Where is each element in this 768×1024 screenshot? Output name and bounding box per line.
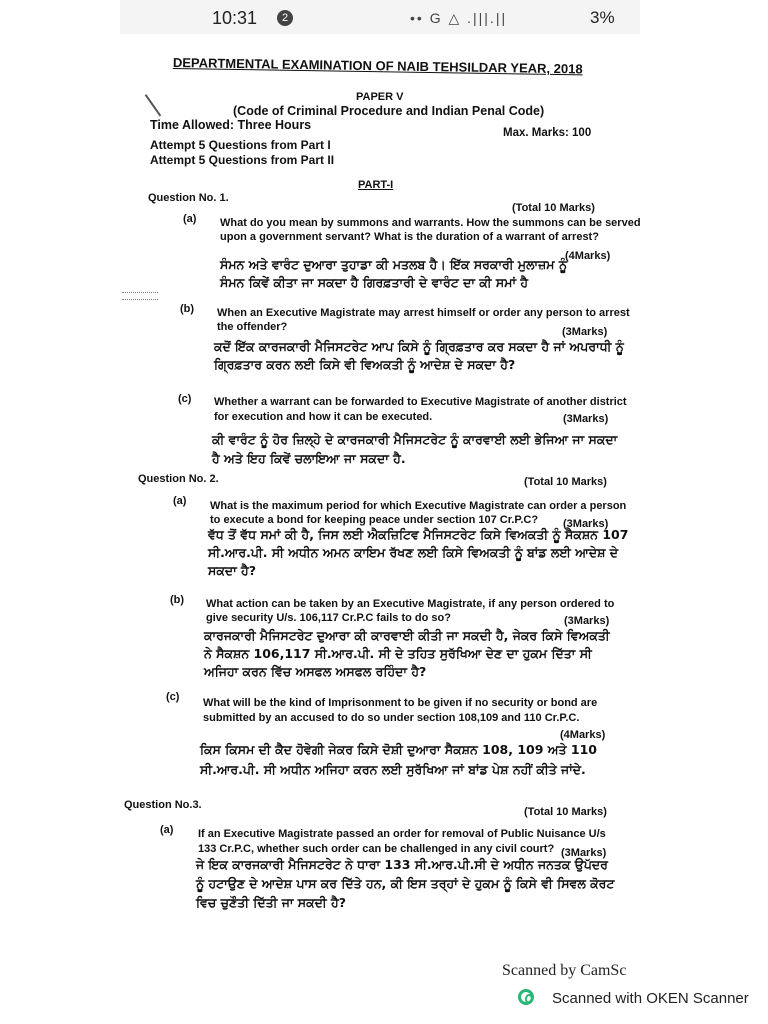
q3-a-english-1: If an Executive Magistrate passed an order for removal of Public Nuisance U/s — [198, 828, 606, 840]
q2-a-label: (a) — [173, 495, 187, 507]
staple-mark-icon — [145, 81, 180, 116]
battery-level: 3% — [590, 8, 615, 27]
q1-b-label: (b) — [180, 303, 195, 315]
question-1-label: Question No. 1. — [148, 192, 229, 204]
q2-b-punjabi-2: ਨੇ ਸੈਕਸ਼ਨ 106,117 ਸੀ.ਆਰ.ਪੀ. ਸੀ ਦੇ ਤਹਿਤ ਸੁਰੱਖਿਆ ਦੇਣ ਦਾ ਹੁਕਮ ਦਿੱਤਾ ਸੀ — [204, 646, 592, 661]
q1-a-punjabi-2: ਸੰਮਨ ਕਿਵੇਂ ਕੀਤਾ ਜਾ ਸਕਦਾ ਹੈ ਗਿਰਫ਼ਤਾਰੀ ਦੇ ਵਾਰੰਟ ਦਾ ਕੀ ਸਮਾਂ ਹੈ — [220, 275, 529, 290]
q3-a-punjabi-1: ਜੇ ਇਕ ਕਾਰਜਕਾਰੀ ਮੈਜਿਸਟਰੇਟ ਨੇ ਧਾਰਾ 133 ਸੀ.ਆਰ.ਪੀ.ਸੀ ਦੇ ਅਧੀਨ ਜਨਤਕ ਉਪੱਦਰ — [196, 857, 608, 872]
q2-c-label: (c) — [166, 691, 180, 703]
q1-b-english-1: When an Executive Magistrate may arrest himself or order any person to arrest — [217, 307, 630, 319]
signal-wifi-icons: •• G △ .|||.|| — [410, 10, 508, 26]
q1-a-marks: (4Marks) — [565, 250, 611, 262]
q2-c-english-1: What will be the kind of Imprisonment to be given if no security or bond are — [203, 697, 598, 709]
question-1-total: (Total 10 Marks) — [512, 202, 595, 214]
q2-a-punjabi-3: ਸਕਦਾ ਹੈ? — [208, 563, 256, 578]
q3-a-punjabi-2: ਨੂੰ ਹਟਾਉਣ ਦੇ ਆਦੇਸ਼ ਪਾਸ ਕਰ ਦਿੱਤੇ ਹਨ, ਕੀ ਇਸ ਤਰ੍ਹਾਂ ਦੇ ਹੁਕਮ ਨੂੰ ਕਿਸੇ ਵੀ ਸਿਵਲ ਕੋਰਟ — [196, 876, 615, 891]
scanner-watermark-oken: Scanned with OKEN Scanner — [552, 990, 749, 1007]
q2-b-label: (b) — [170, 594, 185, 606]
q1-a-english-1: What do you mean by summons and warrants. How the summons can be served — [220, 217, 641, 229]
attempt-part-1: Attempt 5 Questions from Part I — [150, 138, 331, 152]
q3-a-label: (a) — [160, 824, 174, 836]
paper-subject: (Code of Criminal Procedure and Indian Penal Code) — [233, 104, 545, 118]
q2-b-english-2: give security U/s. 106,117 Cr.P.C fails to do so? — [206, 612, 451, 624]
q2-c-punjabi-1: ਕਿਸ ਕਿਸਮ ਦੀ ਕੈਦ ਹੋਵੇਗੀ ਜੇਕਰ ਕਿਸੇ ਦੋਸ਼ੀ ਦੁਆਰਾ ਸੈਕਸ਼ਨ 108, 109 ਅਤੇ 110 — [200, 742, 597, 757]
q2-a-punjabi-2: ਸੀ.ਆਰ.ਪੀ. ਸੀ ਅਧੀਨ ਅਮਨ ਕਾਇਮ ਰੱਖਣ ਲਈ ਕਿਸੇ ਵਿਅਕਤੀ ਨੂੰ ਬਾਂਡ ਲਈ ਆਦੇਸ਼ ਦੇ — [208, 545, 619, 560]
q2-a-marks: (3Marks) — [563, 518, 609, 530]
q2-a-english-2: to execute a bond for keeping peace under section 107 Cr.P.C? — [210, 514, 539, 526]
q2-c-punjabi-2: ਸੀ.ਆਰ.ਪੀ. ਸੀ ਅਧੀਨ ਅਜਿਹਾ ਕਰਨ ਲਈ ਸੁਰੱਖਿਆ ਜਾਂ ਬਾਂਡ ਪੇਸ਼ ਨਹੀਂ ਕੀਤੇ ਜਾਂਦੇ. — [200, 762, 586, 777]
q2-b-marks: (3Marks) — [564, 615, 610, 627]
q1-c-punjabi-2: ਹੈ ਅਤੇ ਇਹ ਕਿਵੇਂ ਚਲਾਇਆ ਜਾ ਸਕਦਾ ਹੈ. — [212, 451, 406, 466]
paper-number: PAPER V — [356, 91, 404, 103]
status-time: 10:31 — [212, 8, 258, 28]
time-allowed: Time Allowed: Three Hours — [150, 118, 312, 132]
exam-title: DEPARTMENTAL EXAMINATION OF NAIB TEHSILDAR YEAR, 2018 — [172, 55, 583, 77]
status-bar — [120, 0, 640, 34]
q1-c-english-2: for execution and how it can be executed. — [214, 411, 433, 423]
q1-b-punjabi-2: ਗ੍ਰਿਫ਼ਤਾਰ ਕਰਨ ਲਈ ਕਿਸੇ ਵੀ ਵਿਅਕਤੀ ਨੂੰ ਆਦੇਸ਼ ਦੇ ਸਕਦਾ ਹੈ? — [214, 357, 516, 372]
notification-badge: 2 — [277, 10, 293, 26]
q1-c-punjabi-1: ਕੀ ਵਾਰੰਟ ਨੂੰ ਹੋਰ ਜ਼ਿਲ੍ਹੇ ਦੇ ਕਾਰਜਕਾਰੀ ਮੈਜਿਸਟਰੇਟ ਨੂੰ ਕਾਰਵਾਈ ਲਈ ਭੇਜਿਆ ਜਾ ਸਕਦਾ — [212, 432, 618, 447]
part-heading: PART-I — [358, 179, 394, 191]
q1-b-punjabi-1: ਕਦੋਂ ਇੱਕ ਕਾਰਜਕਾਰੀ ਮੈਜਿਸਟਰੇਟ ਆਪ ਕਿਸੇ ਨੂੰ ਗ੍ਰਿਫ਼ਤਾਰ ਕਰ ਸਕਦਾ ਹੈ ਜਾਂ ਅਪਰਾਧੀ ਨੂੰ — [214, 339, 624, 354]
scanner-watermark-camscanner: Scanned by CamSc — [502, 962, 627, 979]
q1-b-english-2: the offender? — [217, 321, 288, 333]
q1-c-label: (c) — [178, 393, 192, 405]
attempt-part-2: Attempt 5 Questions from Part II — [150, 153, 335, 167]
q2-a-english-1: What is the maximum period for which Executive Magistrate can order a person — [210, 500, 627, 512]
scanned-document — [0, 34, 768, 954]
question-2-label: Question No. 2. — [138, 473, 219, 485]
q3-a-english-2: 133 Cr.P.C, whether such order can be challenged in any civil court? — [198, 843, 555, 855]
q1-c-marks: (3Marks) — [563, 413, 609, 425]
q2-c-english-2: submitted by an accused to do so under section 108,109 and 110 Cr.P.C. — [203, 712, 580, 724]
pen-mark-icon — [122, 292, 158, 300]
q2-c-marks: (4Marks) — [560, 729, 606, 741]
q1-a-english-2: upon a government servant? What is the duration of a warrant of arrest? — [220, 231, 599, 243]
q2-b-english-1: What action can be taken by an Executive Magistrate, if any person ordered to — [206, 598, 615, 610]
q1-a-punjabi-1: ਸੰਮਨ ਅਤੇ ਵਾਰੰਟ ਦੁਆਰਾ ਤੁਹਾਡਾ ਕੀ ਮਤਲਬ ਹੈ। ਇੱਕ ਸਰਕਾਰੀ ਮੁਲਾਜ਼ਮ ਨੂੰ — [220, 257, 567, 272]
q3-a-punjabi-3: ਵਿਚ ਚੁਣੌਤੀ ਦਿੱਤੀ ਜਾ ਸਕਦੀ ਹੈ? — [196, 895, 346, 910]
max-marks: Max. Marks: 100 — [503, 127, 592, 139]
q2-b-punjabi-3: ਅਜਿਹਾ ਕਰਨ ਵਿੱਚ ਅਸਫਲ ਅਸਫਲ ਰਹਿੰਦਾ ਹੈ? — [204, 664, 427, 679]
question-2-total: (Total 10 Marks) — [524, 476, 607, 488]
q1-a-label: (a) — [183, 213, 197, 225]
oken-scanner-logo-icon — [518, 989, 534, 1005]
q2-a-punjabi-1: ਵੱਧ ਤੋਂ ਵੱਧ ਸਮਾਂ ਕੀ ਹੈ, ਜਿਸ ਲਈ ਐਕਜ਼ਿਟਿਵ ਮੈਜਿਸਟਰੇਟ ਕਿਸੇ ਵਿਅਕਤੀ ਨੂੰ ਸੈਕਸ਼ਨ 107 — [208, 527, 629, 542]
q2-b-punjabi-1: ਕਾਰਜਕਾਰੀ ਮੈਜਿਸਟਰੇਟ ਦੁਆਰਾ ਕੀ ਕਾਰਵਾਈ ਕੀਤੀ ਜਾ ਸਕਦੀ ਹੈ, ਜੇਕਰ ਕਿਸੇ ਵਿਅਕਤੀ — [204, 628, 610, 643]
q1-c-english-1: Whether a warrant can be forwarded to Executive Magistrate of another district — [214, 396, 627, 408]
q3-a-marks: (3Marks) — [561, 847, 607, 859]
question-3-total: (Total 10 Marks) — [524, 806, 607, 818]
question-3-label: Question No.3. — [124, 799, 202, 811]
q1-b-marks: (3Marks) — [562, 326, 608, 338]
